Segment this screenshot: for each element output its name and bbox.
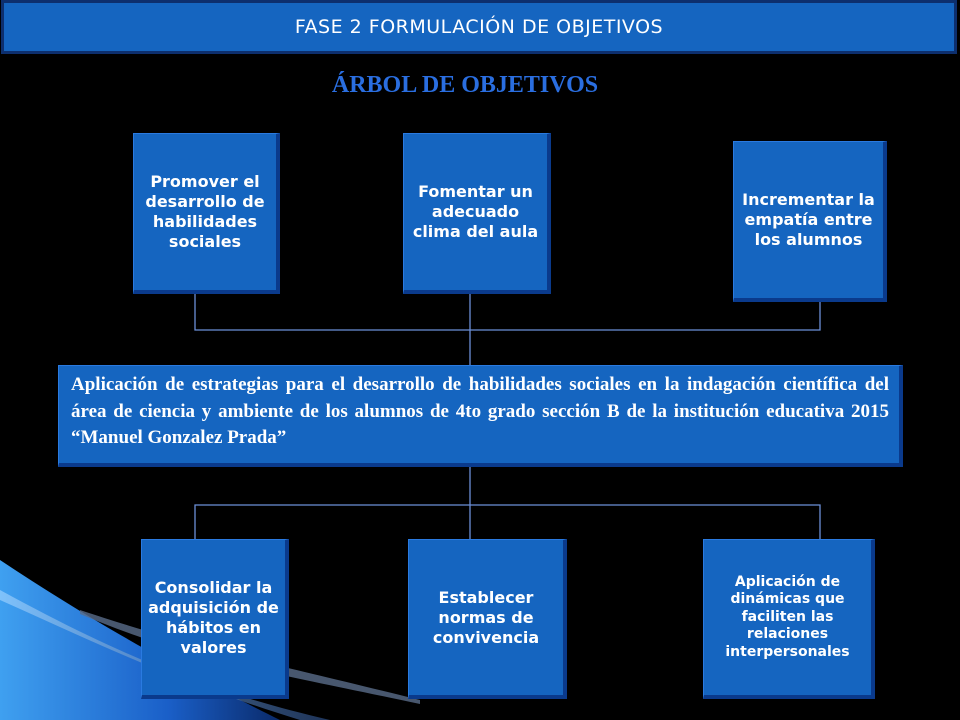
top-objective-3: Incrementar la empatía entre los alumnos [733,141,887,302]
central-objective: Aplicación de estrategias para el desarrollo de habilidades sociales en la indagación científica del área de ciencia y ambiente de los alumnos de 4to grado sección B de la institución educativa 2015 “Manuel Gonzalez Prada” [58,365,903,467]
bottom-objective-1: Consolidar la adquisición de hábitos en valores [141,539,289,699]
header-title: FASE 2 FORMULACIÓN DE OBJETIVOS [294,16,664,38]
top-objective-2: Fomentar un adecuado clima del aula [403,133,551,294]
top-objective-1: Promover el desarrollo de habilidades sociales [133,133,280,294]
top-connector [195,293,820,330]
bottom-objective-3: Aplicación de dinámicas que faciliten las relaciones interpersonales [703,539,875,699]
diagram-subtitle: ÁRBOL DE OBJETIVOS [331,72,599,98]
bottom-branch-connector [195,505,820,540]
bottom-objective-2: Establecer normas de convivencia [408,539,567,699]
